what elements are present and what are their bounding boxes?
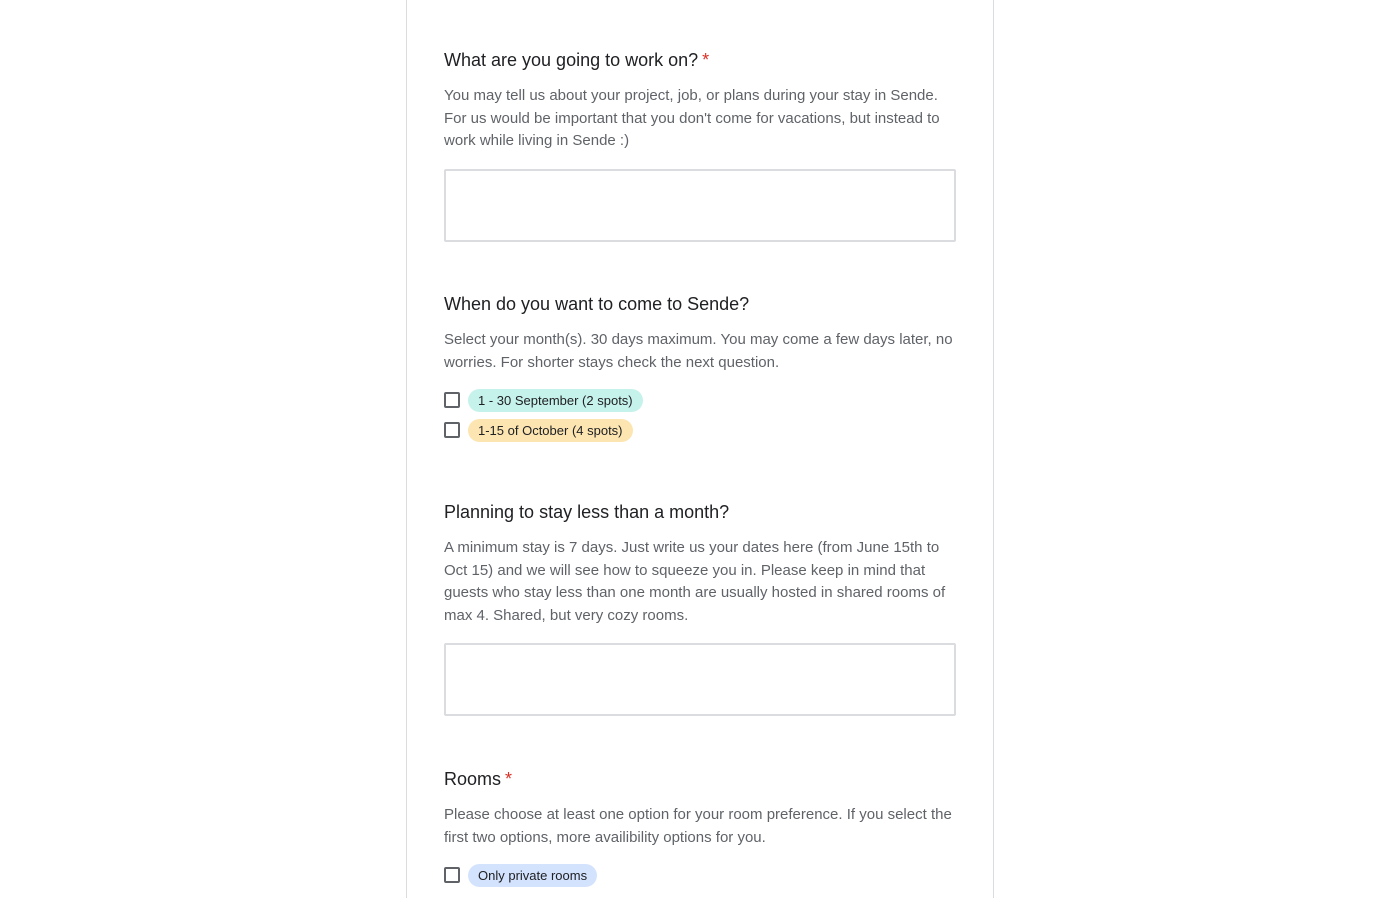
question-description: You may tell us about your project, job, or plans during your stay in Sende. For us would be important that you don't come for vacations, but instead to work while living in Sende :) xyxy=(444,87,940,149)
october-checkbox[interactable] xyxy=(444,422,460,438)
option-label-october[interactable]: 1-15 of October (4 spots) xyxy=(468,419,633,442)
required-asterisk: * xyxy=(702,50,710,70)
question-rooms xyxy=(444,767,956,893)
work-on-answer-input[interactable] xyxy=(444,169,956,242)
question-description: A minimum stay is 7 days. Just write us your dates here (from June 15th to Oct 15) and we will see how to squeeze you in. Please keep in mind that guests who stay less than one month are usually hosted in shared rooms of max 4. Shared, but very cozy rooms. xyxy=(444,539,946,624)
option-october[interactable] xyxy=(444,418,956,442)
required-asterisk: * xyxy=(505,769,513,789)
options-list xyxy=(444,388,956,442)
question-title: When do you want to come to Sende? xyxy=(444,294,750,314)
option-label-private-rooms[interactable]: Only private rooms xyxy=(468,864,597,887)
question-description: Select your month(s). 30 days maximum. You may come a few days later, no worries. For shorter stays check the next question. xyxy=(444,331,953,371)
option-september[interactable] xyxy=(444,388,956,412)
question-work-on xyxy=(444,48,956,242)
private-rooms-checkbox[interactable] xyxy=(444,867,460,883)
option-label-september[interactable]: 1 - 30 September (2 spots) xyxy=(468,389,643,412)
options-list xyxy=(444,863,956,887)
question-title: What are you going to work on? * xyxy=(444,50,710,70)
question-title: Rooms * xyxy=(444,769,513,789)
short-stay-answer-input[interactable] xyxy=(444,643,956,716)
question-description: Please choose at least one option for your room preference. If you select the first two options, more availibility options for you. xyxy=(444,806,952,846)
september-checkbox[interactable] xyxy=(444,392,460,408)
question-title: Planning to stay less than a month? xyxy=(444,502,730,522)
option-private-rooms[interactable] xyxy=(444,863,956,887)
question-when-come xyxy=(444,292,956,448)
question-short-stay xyxy=(444,500,956,716)
form-card xyxy=(406,0,994,898)
